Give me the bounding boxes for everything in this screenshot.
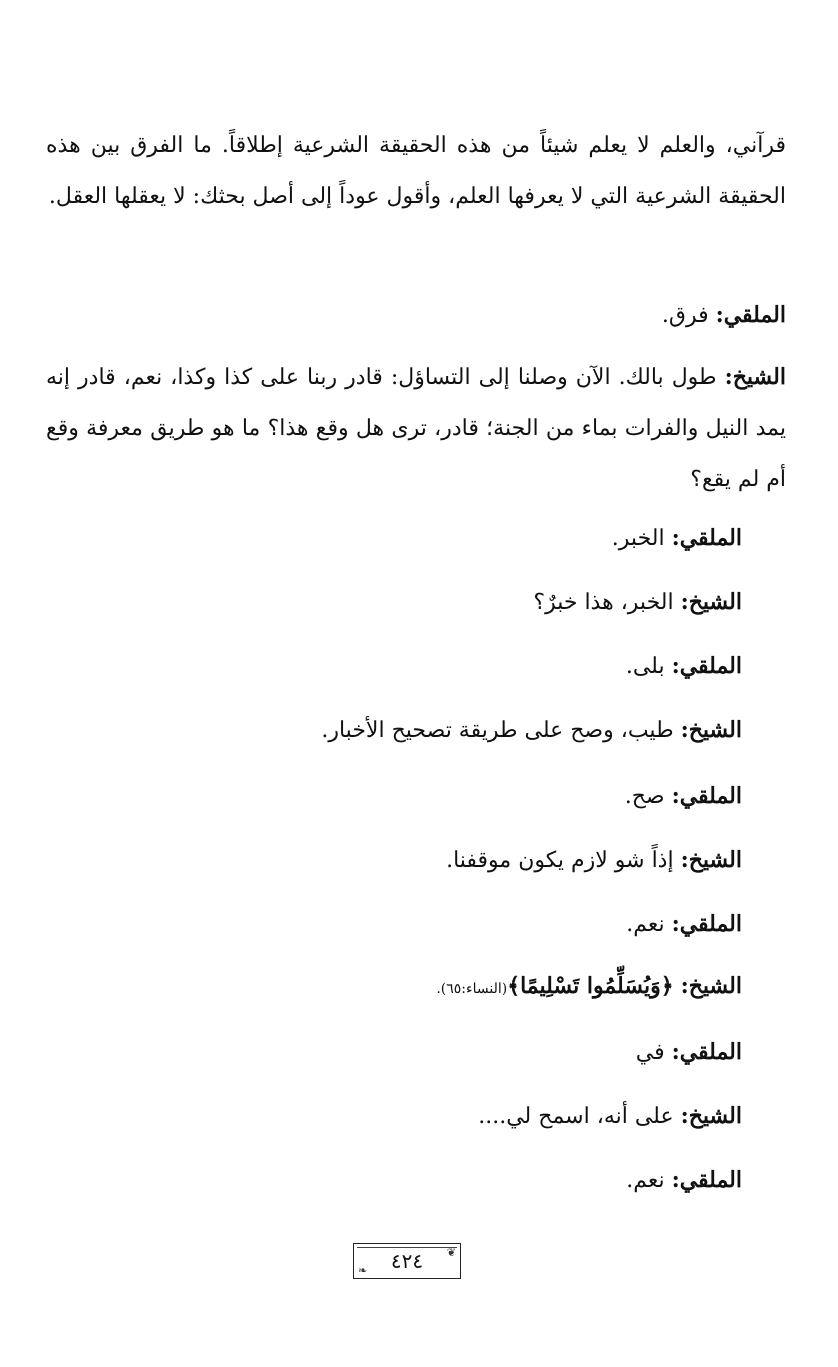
dialogue-text: صح. [624, 784, 665, 809]
dialogue-text: نعم. [626, 912, 665, 937]
dialogue-text: على أنه، اسمح لي.... [478, 1104, 674, 1129]
dialogue-text: نعم. [626, 1168, 665, 1193]
paragraph-1 [46, 120, 786, 222]
dialogue-text: الخبر. [611, 526, 665, 551]
speaker-label: الشيخ: [724, 364, 786, 390]
speaker-label: الملقي: [671, 653, 742, 679]
dialogue-text: طيب، وصح على طريقة تصحيح الأخبار. [321, 718, 674, 743]
dialogue-line [626, 650, 742, 683]
dialogue-line [636, 1036, 742, 1069]
speaker-label: الملقي: [671, 911, 742, 937]
ornament-icon: ❧ [358, 1264, 368, 1277]
speaker-label: الملقي: [671, 783, 742, 809]
ornament-icon: ❦ [446, 1246, 456, 1259]
paragraph-2-text: فرق. [661, 303, 709, 328]
dialogue-line [626, 908, 742, 941]
dialogue-line [478, 1100, 742, 1133]
paragraph-1-text: قرآني، والعلم لا يعلم شيئاً من هذه الحقيقة الشرعية إطلاقاً. ما الفرق بين هذه الحقيقة الشرعية التي لا يعرفها العلم، وأقول عوداً إلى أصل بحثك: لا يعقلها العقل. [46, 133, 786, 209]
speaker-label: الشيخ: [680, 973, 742, 999]
quran-verse: ﴿وَيُسَلِّمُوا تَسْلِيمًا﴾ [507, 973, 674, 999]
verse-reference: (النساء:٦٥). [436, 981, 508, 997]
speaker-label: الملقي: [671, 1039, 742, 1065]
dialogue-line [533, 586, 742, 619]
paragraph-2 [46, 290, 786, 341]
dialogue-text: إذاً شو لازم يكون موقفنا. [446, 848, 674, 873]
dialogue-line [446, 844, 742, 877]
dialogue-line [626, 1164, 742, 1197]
speaker-label: الشيخ: [680, 717, 742, 743]
page-number-frame [353, 1243, 461, 1279]
dialogue-line [321, 714, 742, 747]
dialogue-text: بلى. [625, 654, 665, 679]
dialogue-text: في [635, 1040, 665, 1065]
speaker-label: الشيخ: [680, 1103, 742, 1129]
dialogue-line [436, 970, 742, 1005]
paragraph-3-text: طول بالك. الآن وصلنا إلى التساؤل: قادر ربنا على كذا وكذا، نعم، قادر إنه يمد النيل والفرات بماء من الجنة؛ قادر، ترى هل وقع هذا؟ ما هو طريق معرفة وقع أم لم يقع؟ [46, 365, 786, 492]
speaker-label: الملقي: [671, 525, 742, 551]
speaker-label: الملقي: [715, 302, 786, 328]
paragraph-3 [46, 352, 786, 505]
speaker-label: الشيخ: [680, 847, 742, 873]
dialogue-line [625, 780, 742, 813]
page-number: ٤٢٤ [390, 1249, 424, 1273]
speaker-label: الشيخ: [680, 589, 742, 615]
dialogue-text: الخبر، هذا خبرٌ؟ [533, 590, 674, 615]
dialogue-line [612, 522, 742, 555]
speaker-label: الملقي: [671, 1167, 742, 1193]
